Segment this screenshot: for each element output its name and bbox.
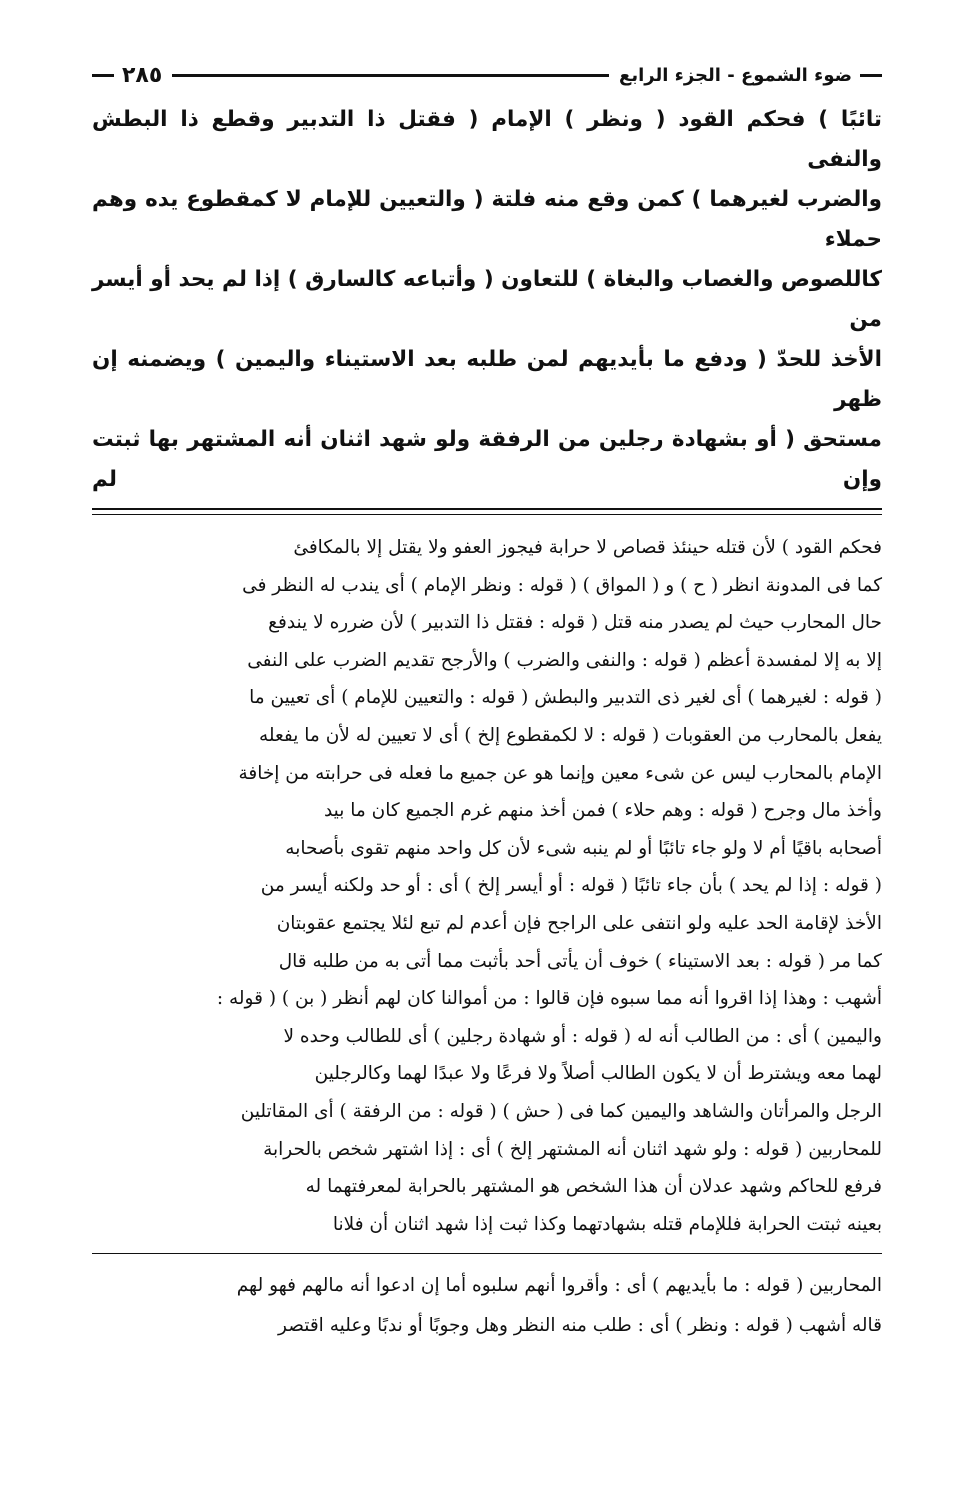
commentary-line: وأخذ مال وجرح ( قوله : وهم حلاء ) فمن أخذ منهم غرم الجميع كان ما بيد bbox=[323, 800, 882, 822]
footnote-line: قاله أشهب ( قوله : ونظر ) أى : طلب منه النظر وهل وجوبًا أو ندبًا وعليه اقتصر bbox=[278, 1315, 882, 1337]
main-text-line: الأخذ للحدّ ( ودفع ما بأيديهم لمن طلبه بعد الاستيناء واليمين ) ويضمنه إن ظهر bbox=[92, 347, 882, 412]
main-text-line: تائبًا ) فحكم القود ( ونظر ) الإمام ( فقتل ذا التدبير وقطع ذا البطش والنفى bbox=[92, 107, 882, 172]
commentary-line: فحكم القود ) لأن قتله حينئذ قصاص لا حرابة فيجوز العفو ولا يقتل إلا بالمكافئ bbox=[293, 537, 882, 558]
header-rule bbox=[172, 74, 609, 77]
header-dash-left bbox=[92, 74, 114, 77]
main-text-divider bbox=[92, 508, 882, 515]
commentary-line: إلا به إلا لمفسدة أعظم ( قوله : والنفى والضرب ) والأرجح تقديم الضرب على النفى bbox=[247, 649, 882, 671]
main-text-block bbox=[92, 100, 882, 500]
commentary-block bbox=[92, 529, 882, 1243]
commentary-line: للمحاربين ( قوله : ولو شهد اثنان أنه المشتهر إلخ ) أى : إذا اشتهر شخص بالحرابة bbox=[263, 1138, 882, 1160]
main-text-line: مستحق ( أو بشهادة رجلين من الرفقة ولو شهد اثنان أنه المشتهر بها ثبتت وإن لم bbox=[92, 427, 882, 492]
header-dash-right bbox=[860, 74, 882, 77]
commentary-line: فرفع للحاكم وشهد عدلان أن هذا الشخص هو المشتهر بالحرابة لمعرفتهما له bbox=[305, 1176, 882, 1198]
commentary-line: كما مر ( قوله : بعد الاستيناء ) خوف أن يأتى أحد بأثبت مما أتى به من طلبه قال bbox=[278, 950, 882, 972]
commentary-line: أصحابه باقيًا أم لا ولو جاء تائبًا أو لم ينبه شىء لأن كل واحد منهم تقوى بأصحابه bbox=[285, 837, 882, 859]
footnote-divider bbox=[92, 1253, 882, 1254]
commentary-line: الرجل والمرأتان والشاهد واليمين كما فى ( حش ) ( قوله : من الرفقة ) أى المقاتلين bbox=[240, 1100, 882, 1122]
commentary-line: يفعل بالمحارب من العقوبات ( قوله : لا لكمقطوع إلخ ) أى لا تعيين له لأن ما يفعله bbox=[258, 724, 882, 746]
commentary-line: ( قوله : إذا لم يحد ) بأن جاء تائبًا ( قوله : أو أيسر إلخ ) أى : أو حد ولكنه أيسر من bbox=[260, 875, 882, 897]
page-header bbox=[92, 60, 882, 90]
page-number: ٢٨٥ bbox=[122, 62, 163, 88]
commentary-line: واليمين ) أى : من الطالب أنه له ( قوله : أو شهادة رجلين ) أى للطالب وحده لا bbox=[283, 1025, 882, 1047]
commentary-line: لهما معه ويشترط أن لا يكون الطالب أصلاً ولا فرعًا ولا عبدًا لهما وكالرجلين bbox=[314, 1063, 882, 1085]
book-page bbox=[92, 60, 882, 1440]
commentary-line: بعينه ثبتت الحرابة فللإمام قتله بشهادتهما وكذا ثبت إذا شهد اثنان أن فلانا bbox=[332, 1213, 882, 1235]
footnote-line: المحاربين ( قوله : ما بأيديهم ) أى : وأقروا أنهم سلبوه أما إن ادعوا أنه مالهم فهو لهم bbox=[236, 1275, 882, 1297]
footnote-block bbox=[92, 1266, 882, 1346]
commentary-line: كما فى المدونة انظر ( ح ) و ( المواق ) ( قوله : ونظر الإمام ) أى يندب له النظر فى bbox=[242, 574, 882, 596]
commentary-line: ( قوله : لغيرهما ) أى لغير ذى التدبير والبطش ( قوله : والتعيين للإمام ) أى تعيين ما bbox=[249, 687, 882, 709]
commentary-line: أشهب : وهذا إذا اقروا أنه مما سبوه فإن قالوا : من أموالنا كان لهم أنظر ( بن ) ( قوله : bbox=[216, 988, 882, 1010]
main-text-line: والضرب لغيرهما ) كمن وقع منه فلتة ( والتعيين للإمام لا كمقطوع يده وهم حملاء bbox=[92, 187, 882, 252]
main-text-line: كاللصوص والغصاب والبغاة ) للتعاون ( وأتباعه كالسارق ) إذا لم يحد أو أيسر من bbox=[92, 267, 882, 332]
commentary-line: الإمام بالمحارب ليس عن شىء معين وإنما هو عن جميع ما فعله فى حرابته من إخافة bbox=[238, 762, 882, 784]
commentary-line: الأخذ لإقامة الحد عليه ولو انتفى على الراجح فإن أعدم لم تبع لئلا يجتمع عقوبتان bbox=[276, 912, 882, 934]
running-title: ضوء الشموع - الجزء الرابع bbox=[619, 64, 852, 86]
commentary-line: حال المحارب حيث لم يصدر منه قتل ( قوله : فقتل ذا التدبير ) لأن ضرره لا يندفع bbox=[268, 612, 882, 634]
